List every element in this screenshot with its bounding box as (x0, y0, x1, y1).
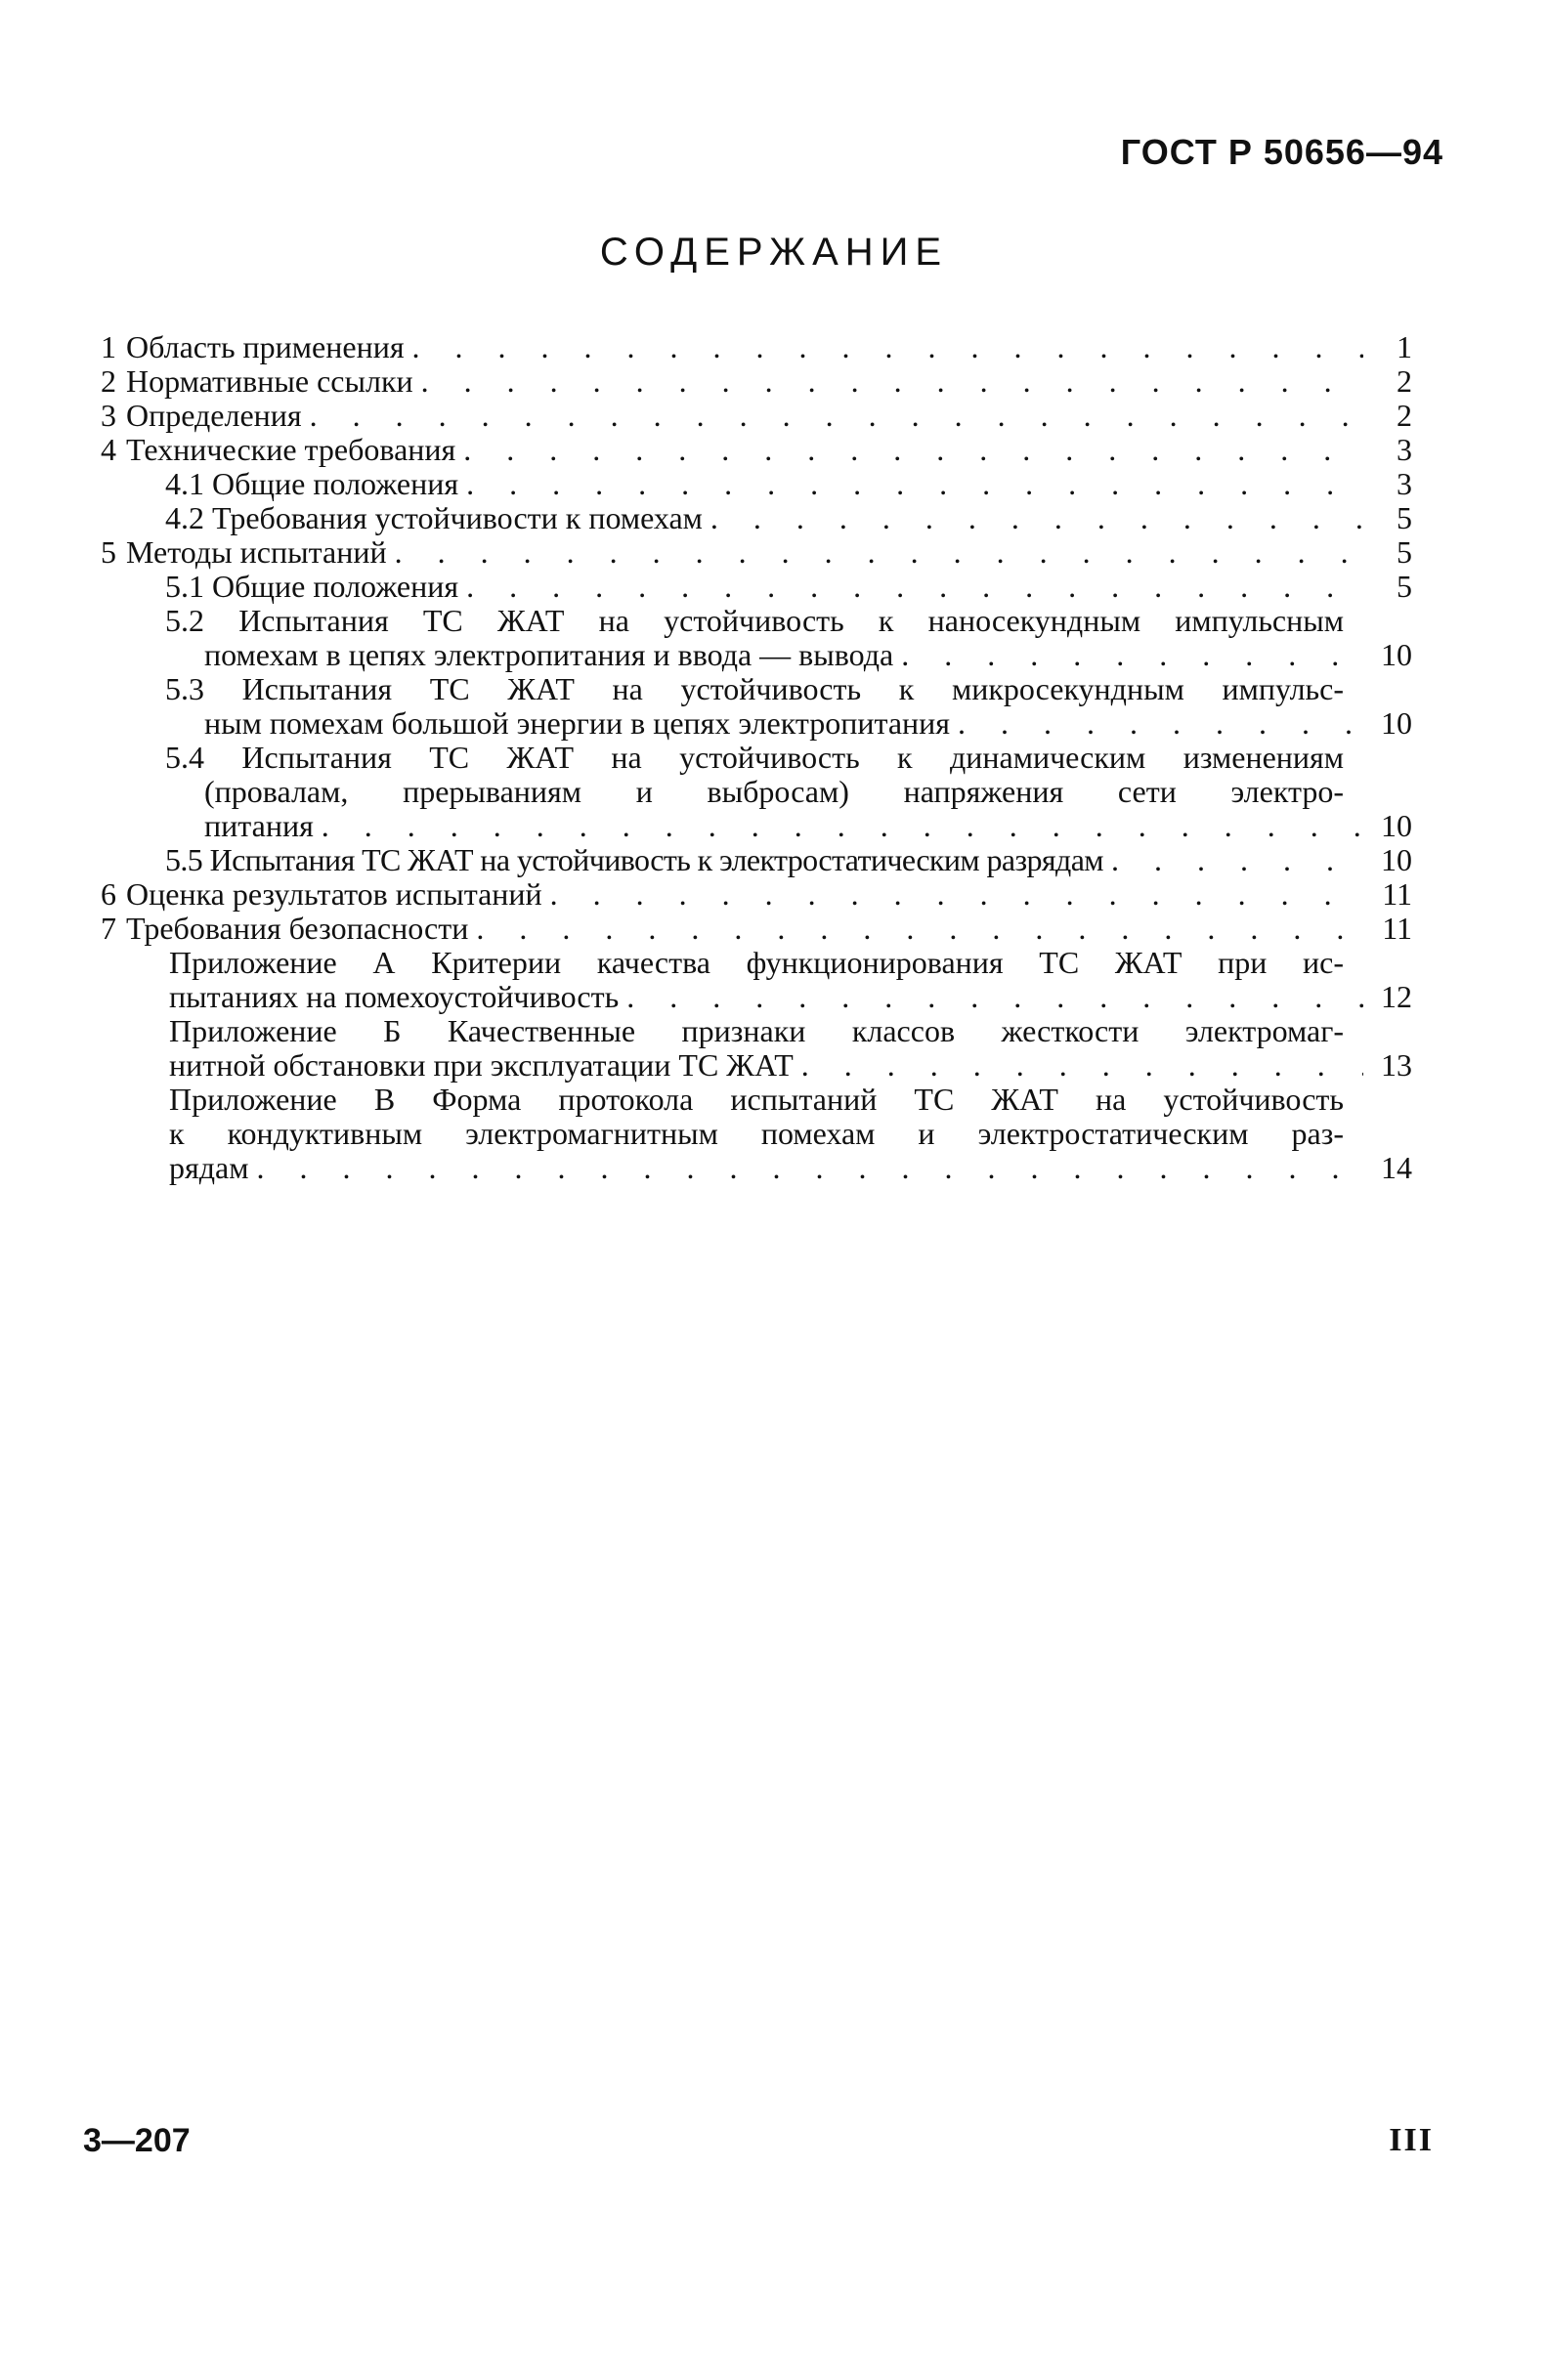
toc-page-number: 10 (1381, 842, 1412, 877)
toc-entry-title-cont: пытаниях на помехоустойчивость (169, 979, 620, 1014)
toc-entry-title: Область применения (126, 329, 405, 364)
toc-page-number: 5 (1397, 500, 1412, 535)
toc-page-number: 12 (1381, 979, 1412, 1014)
toc-entry-title: Оценка результатов испытаний (126, 876, 542, 912)
leader-dots (395, 535, 1363, 570)
toc-entry-appendix-b[interactable] (83, 1014, 1412, 1083)
toc-entry-5-4[interactable] (83, 741, 1412, 843)
leader-dots (322, 809, 1363, 843)
toc-entry-title-cont: питания (204, 808, 314, 843)
toc-page-number: 2 (1397, 363, 1412, 399)
toc-entry-title: Приложение В Форма протокола испытаний ТС ЖАТ на устойчивость (169, 1082, 1344, 1117)
toc-entry-5-2[interactable] (83, 604, 1412, 672)
toc-entry-4-2[interactable] (83, 501, 1412, 535)
toc-page-number: 5 (1397, 569, 1412, 604)
toc-entry-title-cont: нитной обстановки при эксплуатации ТС ЖАТ (169, 1047, 794, 1083)
toc-entry-7[interactable] (83, 912, 1412, 946)
toc-page-number: 10 (1381, 637, 1412, 672)
toc-entry-title-cont: рядам (169, 1150, 249, 1185)
leader-dots (801, 1048, 1363, 1083)
toc-entry-5-3[interactable] (83, 672, 1412, 741)
toc-entry-number: 2 (101, 363, 116, 399)
toc-page-number: 11 (1382, 876, 1412, 912)
leader-dots (310, 399, 1363, 433)
toc-entry-number: 7 (101, 911, 116, 946)
toc-entry-5-5[interactable] (83, 843, 1412, 877)
leader-dots (256, 1151, 1363, 1185)
toc-entry-1[interactable] (83, 330, 1412, 364)
toc-entry-3[interactable] (83, 399, 1412, 433)
toc-page-number: 10 (1381, 808, 1412, 843)
print-order-number: 3—207 (83, 2122, 191, 2159)
toc-entry-title: 4.1 Общие положения (165, 466, 459, 501)
toc-entry-title-cont: к кондуктивным электромагнитным помехам и электростатическим раз- (169, 1116, 1344, 1151)
toc-entry-title: Определения (126, 398, 302, 433)
toc-page-number: 13 (1381, 1047, 1412, 1083)
toc-entry-number: 1 (101, 329, 116, 364)
leader-dots (463, 433, 1363, 467)
toc-entry-title: 5.2 Испытания ТС ЖАТ на устойчивость к наносекундным импульсным (165, 603, 1344, 638)
toc-entry-title: Требования безопасности (126, 911, 469, 946)
toc-entry-appendix-v[interactable] (83, 1083, 1412, 1185)
leader-dots (1111, 843, 1363, 877)
toc-page-number: 1 (1397, 329, 1412, 364)
toc-entry-title-cont: помехам в цепях электропитания и ввода — вывода (204, 637, 894, 672)
toc-entry-title: 5.5 Испытания ТС ЖАТ на устойчивость к электростатическим разрядам (165, 842, 1103, 877)
leader-dots (550, 877, 1363, 912)
document-code: ГОСТ Р 50656—94 (1120, 132, 1443, 172)
toc-entry-title: Методы испытаний (126, 534, 387, 570)
toc-entry-title: Технические требования (126, 432, 456, 467)
toc-entry-number: 5 (101, 534, 116, 570)
toc-page-number: 5 (1397, 534, 1412, 570)
leader-dots (626, 980, 1363, 1014)
leader-dots (466, 467, 1363, 501)
leader-dots (710, 501, 1363, 535)
toc-entry-6[interactable] (83, 877, 1412, 912)
leader-dots (958, 706, 1363, 741)
toc-entry-4[interactable] (83, 433, 1412, 467)
toc-entry-title: 4.2 Требования устойчивости к помехам (165, 500, 703, 535)
leader-dots (421, 364, 1363, 399)
toc-entry-number: 4 (101, 432, 116, 467)
toc-entry-title-cont: ным помехам большой энергии в цепях электропитания (204, 705, 950, 741)
toc-entry-title: 5.4 Испытания ТС ЖАТ на устойчивость к динамическим изменениям (165, 740, 1344, 775)
leader-dots (466, 570, 1363, 604)
toc-page-number: 3 (1397, 432, 1412, 467)
toc-page-number: 14 (1381, 1150, 1412, 1185)
toc-entry-5-1[interactable] (83, 570, 1412, 604)
toc-page-number: 2 (1397, 398, 1412, 433)
table-of-contents (83, 330, 1412, 1185)
toc-entry-5[interactable] (83, 535, 1412, 570)
toc-entry-appendix-a[interactable] (83, 946, 1412, 1014)
page-title: СОДЕРЖАНИЕ (599, 231, 949, 274)
toc-entry-title: 5.3 Испытания ТС ЖАТ на устойчивость к микросекундным импульс- (165, 671, 1344, 706)
toc-entry-title-cont: (провалам, прерываниям и выбросам) напряжения сети электро- (204, 774, 1344, 809)
toc-entry-title: 5.1 Общие положения (165, 569, 459, 604)
toc-entry-number: 6 (101, 876, 116, 912)
page-number: III (1389, 2122, 1434, 2158)
toc-page-number: 10 (1381, 705, 1412, 741)
leader-dots (901, 638, 1363, 672)
toc-entry-title: Нормативные ссылки (126, 363, 413, 399)
toc-entry-title: Приложение Б Качественные признаки классов жесткости электромаг- (169, 1013, 1344, 1048)
toc-entry-2[interactable] (83, 364, 1412, 399)
leader-dots (412, 330, 1363, 364)
toc-page-number: 3 (1397, 466, 1412, 501)
leader-dots (476, 912, 1363, 946)
toc-entry-4-1[interactable] (83, 467, 1412, 501)
toc-page-number: 11 (1382, 911, 1412, 946)
toc-entry-number: 3 (101, 398, 116, 433)
toc-entry-title: Приложение А Критерии качества функционирования ТС ЖАТ при ис- (169, 945, 1344, 980)
